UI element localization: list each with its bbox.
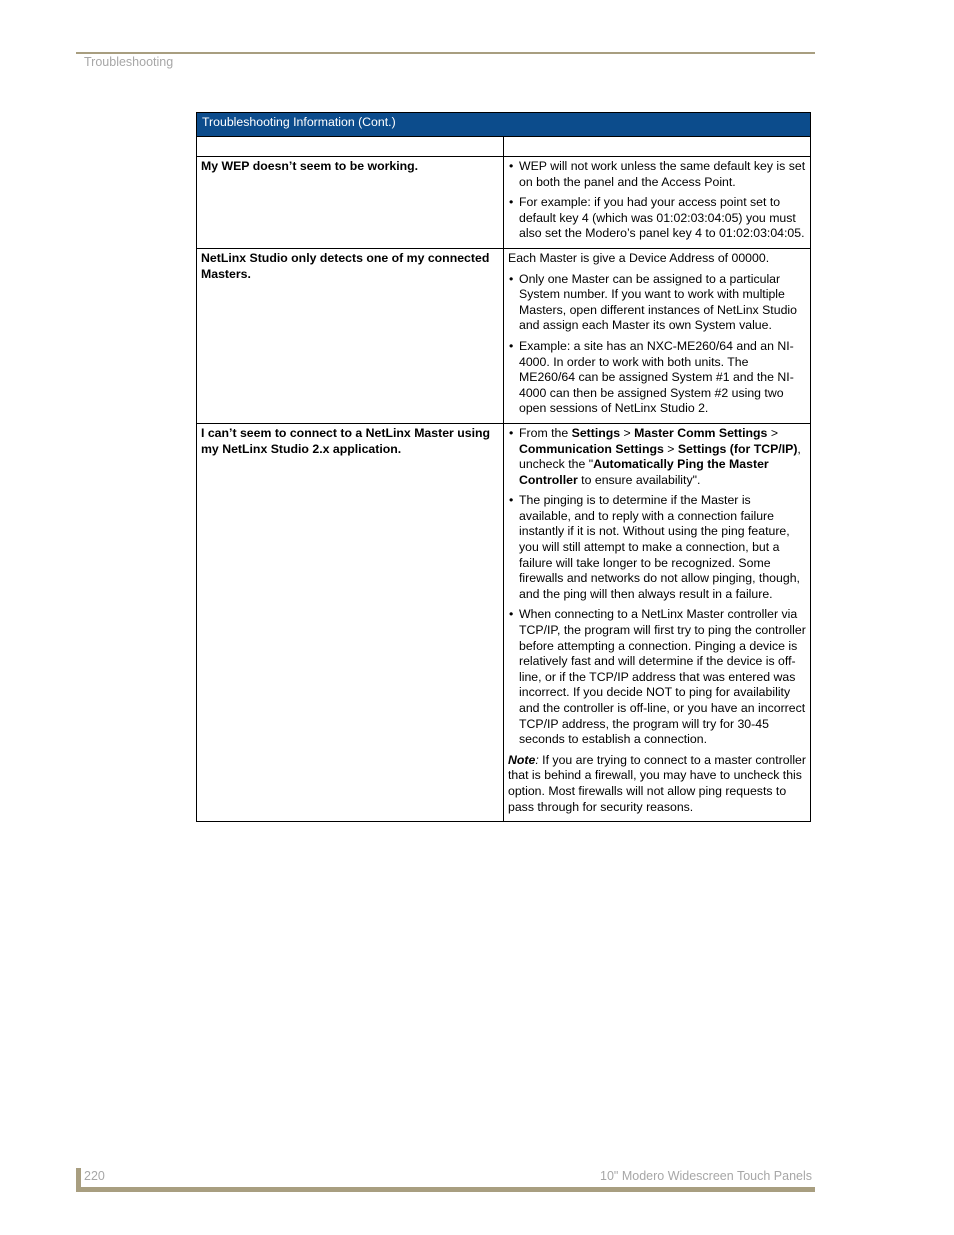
menu-path-communication-settings: Communication Settings <box>519 441 664 456</box>
bullet-glyph: • <box>509 271 514 286</box>
bullet-item <box>508 426 806 488</box>
bullet-glyph: • <box>509 338 514 353</box>
solution-cell <box>504 157 811 249</box>
menu-path-tcp-settings: Settings (for TCP/IP) <box>677 441 798 456</box>
bullet-text: Only one Master can be assigned to a particular System number. If you want to work with multiple Masters, open different instances of NetLinx Studio and assign each Master its own System value. <box>519 271 797 333</box>
note-paragraph <box>508 753 806 815</box>
bullet-text: WEP will not work unless the same default key is set on both the panel and the Access Point. <box>519 159 806 189</box>
solution-cell <box>504 248 811 423</box>
note-colon: : <box>535 752 539 767</box>
bullet-text: When connecting to a NetLinx Master controller via TCP/IP, the program will first try to ping the controller before attempting a connection. Pinging a device is relatively fast and will determine if the device is off-line, or if the TCP/IP address that was entered was incorrect. If you decide NOT to ping for availability and the controller is off-line, or you have an incorrect TCP/IP address, the program will try for 30-45 seconds to establish a connection. <box>519 607 806 747</box>
header-rule <box>76 52 815 54</box>
bullet-text: For example: if you had your access point set to default key 4 (which was 01:02:03:04:05) you must also set the Modero’s panel key 4 to 01:02:03:04:05. <box>519 195 805 241</box>
path-separator: > <box>663 441 678 456</box>
empty-cell <box>504 137 811 157</box>
bullet-glyph: • <box>509 425 514 440</box>
bullet-item <box>508 493 806 602</box>
solution-cell <box>504 423 811 821</box>
bullet-glyph: • <box>509 195 514 210</box>
problem-cell: My WEP doesn’t seem to be working. <box>197 157 504 249</box>
bullet-glyph: • <box>509 607 514 622</box>
bullet-item <box>508 159 806 190</box>
note-label: Note <box>508 752 536 767</box>
table-row <box>197 157 811 249</box>
option-auto-ping: Automatically Ping the Master Controller <box>519 457 769 487</box>
bullet-text-segment: From the <box>519 425 572 440</box>
bullet-text: Example: a site has an NXC-ME260/64 and an NI-4000. In order to work with both units. The ME260/64 can be assigned System #1 and the NI-4000 can then be assigned System #2 using two open sessions of NetLinx Studio 2. <box>519 338 794 416</box>
footer-doc-title: 10" Modero Widescreen Touch Panels <box>600 1169 812 1183</box>
table-title: Troubleshooting Information (Cont.) <box>197 113 811 137</box>
troubleshooting-table <box>196 112 811 822</box>
bullet-glyph: • <box>509 493 514 508</box>
table-header-row <box>197 137 811 157</box>
bullet-item <box>508 607 806 747</box>
menu-path-master-comm-settings: Master Comm Settings <box>634 425 768 440</box>
bullet-item <box>508 195 806 242</box>
solution-intro: Each Master is give a Device Address of 00000. <box>508 250 770 265</box>
table-row <box>197 423 811 821</box>
note-text: If you are trying to connect to a master controller that is behind a firewall, you may have to uncheck this option. Most firewalls will not allow ping requests to pass through for security reasons. <box>508 752 806 814</box>
empty-cell <box>197 137 504 157</box>
problem-cell: I can’t seem to connect to a NetLinx Master using my NetLinx Studio 2.x application. <box>197 423 504 821</box>
table-row <box>197 248 811 423</box>
bullet-item <box>508 272 806 334</box>
menu-path-settings: Settings <box>571 425 621 440</box>
bullet-text-segment: , uncheck the " <box>519 441 801 472</box>
bullet-item <box>508 339 806 417</box>
bullet-text-segment: to ensure availability". <box>577 472 701 487</box>
problem-cell: NetLinx Studio only detects one of my connected Masters. <box>197 248 504 423</box>
page-number: 220 <box>84 1169 105 1183</box>
path-separator: > <box>767 425 779 440</box>
header-section-title: Troubleshooting <box>84 55 174 69</box>
path-separator: > <box>620 425 635 440</box>
bullet-glyph: • <box>509 159 514 173</box>
bullet-text: The pinging is to determine if the Master is available, and to reply with a connection failure instantly if it is not. Without using the ping feature, you will still attempt to make a connection, but a failure will take longer to be recognized. Some firewalls and networks do not allow pinging, though, and the ping will then always result in a failure. <box>519 493 800 601</box>
footer-rule <box>76 1187 815 1192</box>
